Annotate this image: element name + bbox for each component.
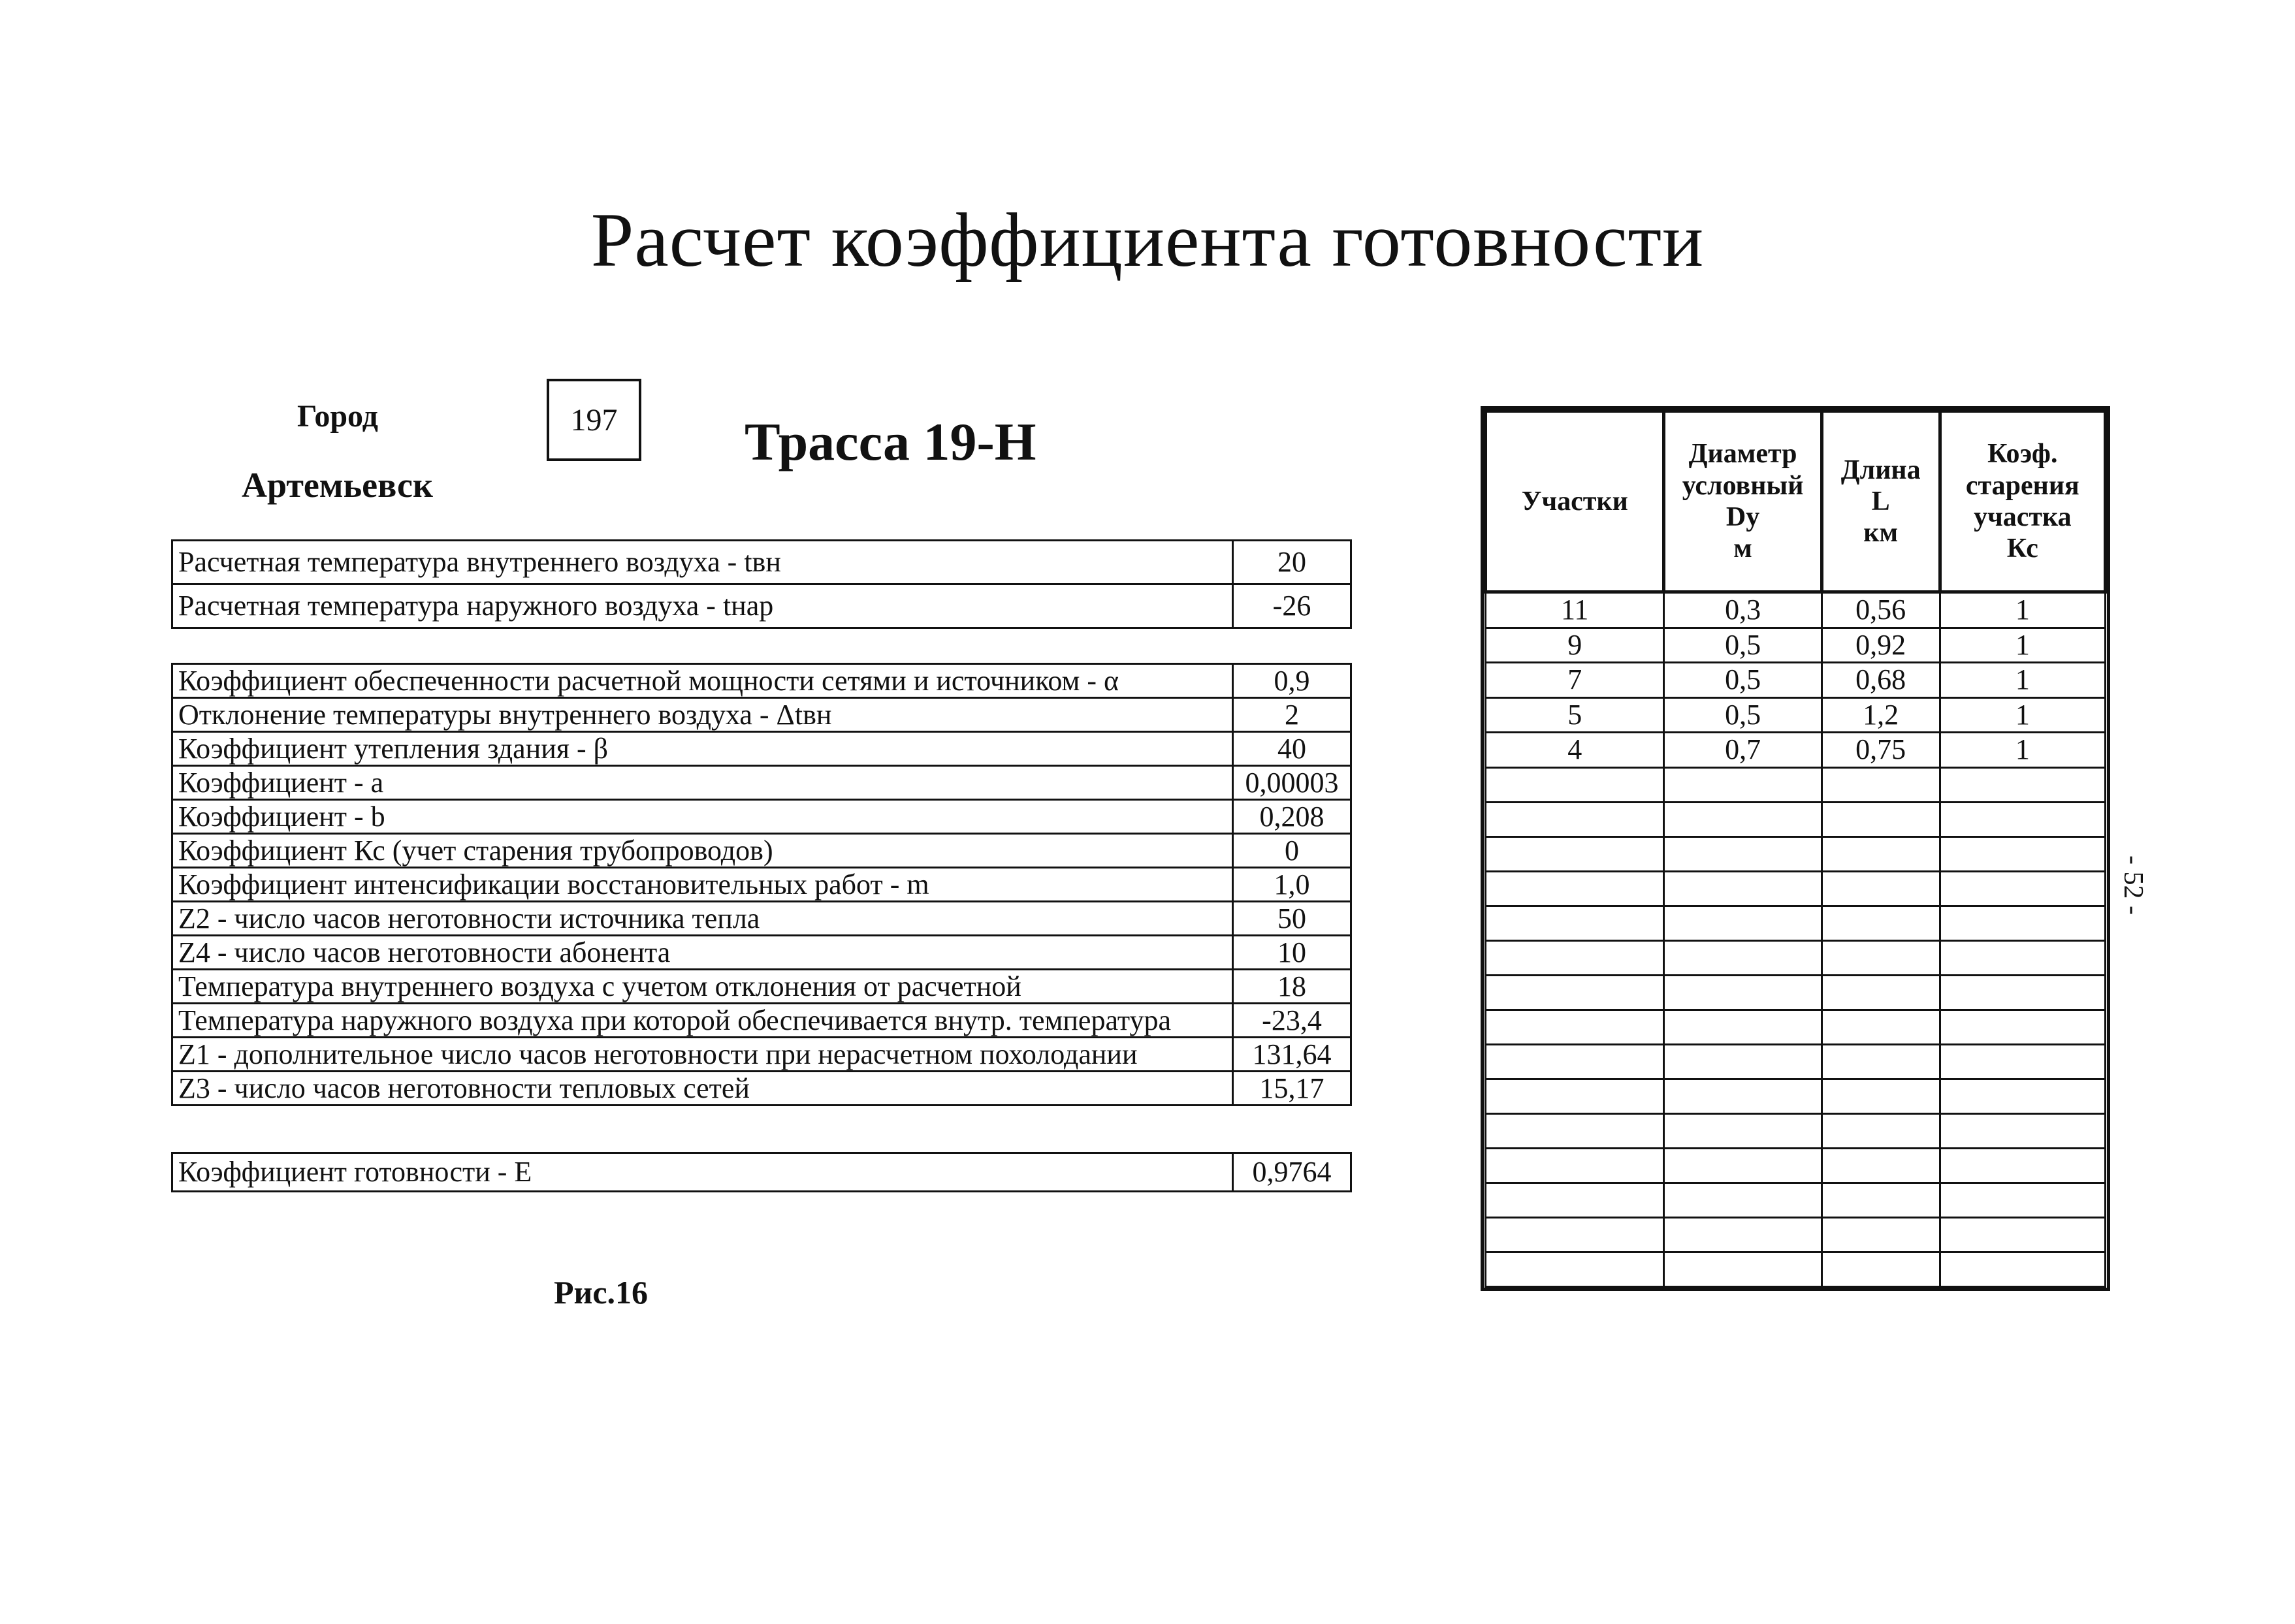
param-value: 18 (1233, 970, 1351, 1004)
aging-coef-cell (1940, 1044, 2105, 1079)
aging-coef-cell: 1 (1940, 592, 2105, 628)
readiness-table (171, 1152, 1352, 1192)
length-cell (1822, 1217, 1940, 1252)
diameter-cell (1664, 836, 1822, 871)
table-row (172, 1153, 1351, 1192)
param-value: 2 (1233, 698, 1351, 732)
aging-coef-cell (1940, 1079, 2105, 1113)
table-row (1486, 1252, 2106, 1286)
table-row (1486, 836, 2106, 871)
aging-coef-cell (1940, 836, 2105, 871)
sections-table-body (1486, 592, 2106, 1287)
param-value: 10 (1233, 936, 1351, 970)
table-header-row (1486, 411, 2106, 592)
diameter-cell: 0,5 (1664, 663, 1822, 698)
aging-coef-cell (1940, 1113, 2105, 1148)
aging-coef-cell: 1 (1940, 733, 2105, 768)
param-value: 0,208 (1233, 800, 1351, 834)
diameter-cell (1664, 1044, 1822, 1079)
section-cell (1486, 1183, 1664, 1217)
table-row (1486, 1183, 2106, 1217)
section-cell (1486, 975, 1664, 1010)
diameter-cell (1664, 1252, 1822, 1286)
param-label: Z1 - дополнительное число часов неготовности при нерасчетном похолодании (172, 1038, 1233, 1072)
length-cell (1822, 802, 1940, 836)
length-cell (1822, 767, 1940, 802)
column-header-diameter: Диаметр условный Dy м (1664, 411, 1822, 592)
length-cell: 0,56 (1822, 592, 1940, 628)
figure-caption: Рис.16 (554, 1274, 649, 1311)
param-value: 40 (1233, 732, 1351, 766)
diameter-cell (1664, 940, 1822, 975)
table-row (1486, 663, 2106, 698)
param-value: 50 (1233, 902, 1351, 936)
section-cell (1486, 1044, 1664, 1079)
diameter-cell (1664, 1217, 1822, 1252)
table-row (1486, 1079, 2106, 1113)
param-value: -26 (1233, 584, 1351, 628)
column-header-length: Длина L км (1822, 411, 1940, 592)
table-row (172, 664, 1351, 698)
table-row (1486, 1113, 2106, 1148)
table-row (1486, 767, 2106, 802)
table-row (1486, 871, 2106, 906)
table-row (172, 800, 1351, 834)
readiness-value: 0,9764 (1233, 1153, 1351, 1192)
table-row (172, 698, 1351, 732)
section-cell (1486, 767, 1664, 802)
table-row (172, 902, 1351, 936)
diameter-cell (1664, 906, 1822, 940)
param-label: Температура внутреннего воздуха с учетом отклонения от расчетной (172, 970, 1233, 1004)
param-label: Z2 - число часов неготовности источника тепла (172, 902, 1233, 936)
aging-coef-cell: 1 (1940, 663, 2105, 698)
aging-coef-cell (1940, 1252, 2105, 1286)
param-label: Z3 - число часов неготовности тепловых сетей (172, 1072, 1233, 1106)
section-cell (1486, 1010, 1664, 1044)
length-cell (1822, 1010, 1940, 1044)
param-label: Расчетная температура наружного воздуха - tнар (172, 584, 1233, 628)
diameter-cell: 0,5 (1664, 697, 1822, 733)
param-value: 0 (1233, 834, 1351, 868)
diameter-cell (1664, 1079, 1822, 1113)
section-cell (1486, 802, 1664, 836)
table-row (1486, 1217, 2106, 1252)
length-cell (1822, 836, 1940, 871)
aging-coef-cell: 1 (1940, 628, 2105, 663)
table-row (172, 732, 1351, 766)
aging-coef-cell (1940, 1148, 2105, 1183)
city-code-box: 197 (547, 379, 641, 461)
table-row (172, 1004, 1351, 1038)
length-cell (1822, 1148, 1940, 1183)
param-value: 20 (1233, 541, 1351, 584)
table-row (1486, 628, 2106, 663)
section-cell (1486, 1252, 1664, 1286)
table-row (1486, 906, 2106, 940)
column-header-sections: Участки (1486, 411, 1664, 592)
section-cell (1486, 1148, 1664, 1183)
section-cell (1486, 940, 1664, 975)
length-cell: 0,75 (1822, 733, 1940, 768)
column-header-aging-coef: Коэф. старения участка Кс (1940, 411, 2105, 592)
section-cell (1486, 1079, 1664, 1113)
table-row (1486, 592, 2106, 628)
param-value: 131,64 (1233, 1038, 1351, 1072)
page-title: Расчет коэффициента готовности (590, 197, 1705, 283)
diameter-cell (1664, 1148, 1822, 1183)
length-cell (1822, 1044, 1940, 1079)
route-title: Трасса 19-Н (745, 412, 1036, 471)
section-cell: 9 (1486, 628, 1664, 663)
sections-table (1484, 409, 2107, 1288)
param-label: Z4 - число часов неготовности абонента (172, 936, 1233, 970)
length-cell (1822, 1113, 1940, 1148)
length-cell (1822, 906, 1940, 940)
section-cell (1486, 1113, 1664, 1148)
section-cell (1486, 1217, 1664, 1252)
section-cell: 4 (1486, 733, 1664, 768)
diameter-cell (1664, 975, 1822, 1010)
length-cell (1822, 975, 1940, 1010)
diameter-cell (1664, 767, 1822, 802)
length-cell (1822, 1079, 1940, 1113)
param-label: Температура наружного воздуха при которой обеспечивается внутр. температура (172, 1004, 1233, 1038)
aging-coef-cell (1940, 1217, 2105, 1252)
aging-coef-cell (1940, 940, 2105, 975)
param-value: 15,17 (1233, 1072, 1351, 1106)
aging-coef-cell (1940, 1010, 2105, 1044)
param-value: 0,00003 (1233, 766, 1351, 800)
table-row (172, 584, 1351, 628)
table-row (172, 936, 1351, 970)
diameter-cell (1664, 1010, 1822, 1044)
param-label: Расчетная температура внутреннего воздуха - tвн (172, 541, 1233, 584)
section-cell: 11 (1486, 592, 1664, 628)
aging-coef-cell (1940, 802, 2105, 836)
param-label: Отклонение температуры внутреннего воздуха - Δtвн (172, 698, 1233, 732)
param-value: 1,0 (1233, 868, 1351, 902)
length-cell: 1,2 (1822, 697, 1940, 733)
length-cell (1822, 940, 1940, 975)
diameter-cell: 0,5 (1664, 628, 1822, 663)
diameter-cell: 0,3 (1664, 592, 1822, 628)
table-row (172, 541, 1351, 584)
diameter-cell (1664, 1113, 1822, 1148)
section-cell: 5 (1486, 697, 1664, 733)
table-row (1486, 940, 2106, 975)
table-row (1486, 1010, 2106, 1044)
coefficients-table (171, 663, 1352, 1106)
length-cell: 0,68 (1822, 663, 1940, 698)
city-label: Город (297, 399, 378, 434)
param-label: Коэффициент - b (172, 800, 1233, 834)
table-row (172, 868, 1351, 902)
diameter-cell (1664, 871, 1822, 906)
param-label: Коэффициент утепления здания - β (172, 732, 1233, 766)
table-row (1486, 697, 2106, 733)
table-row (172, 1072, 1351, 1106)
aging-coef-cell (1940, 767, 2105, 802)
section-cell: 7 (1486, 663, 1664, 698)
aging-coef-cell (1940, 871, 2105, 906)
table-row (1486, 975, 2106, 1010)
table-row (172, 766, 1351, 800)
param-label: Коэффициент - a (172, 766, 1233, 800)
section-cell (1486, 836, 1664, 871)
table-row (1486, 733, 2106, 768)
length-cell (1822, 1252, 1940, 1286)
section-cell (1486, 906, 1664, 940)
diameter-cell: 0,7 (1664, 733, 1822, 768)
param-value: -23,4 (1233, 1004, 1351, 1038)
param-label: Коэффициент обеспеченности расчетной мощности сетями и источником - α (172, 664, 1233, 698)
diameter-cell (1664, 1183, 1822, 1217)
aging-coef-cell (1940, 1183, 2105, 1217)
table-row (172, 834, 1351, 868)
section-cell (1486, 871, 1664, 906)
length-cell (1822, 1183, 1940, 1217)
design-temperatures-table (171, 539, 1352, 629)
aging-coef-cell: 1 (1940, 697, 2105, 733)
table-row (1486, 802, 2106, 836)
readiness-label: Коэффициент готовности - Е (172, 1153, 1233, 1192)
param-label: Коэффициент Кс (учет старения трубопроводов) (172, 834, 1233, 868)
table-row (1486, 1044, 2106, 1079)
length-cell (1822, 871, 1940, 906)
table-row (172, 1038, 1351, 1072)
diameter-cell (1664, 802, 1822, 836)
param-value: 0,9 (1233, 664, 1351, 698)
param-label: Коэффициент интенсификации восстановительных работ - m (172, 868, 1233, 902)
table-row (172, 970, 1351, 1004)
city-name: Артемьевск (242, 466, 434, 505)
aging-coef-cell (1940, 906, 2105, 940)
aging-coef-cell (1940, 975, 2105, 1010)
page-number: - 52 - (2118, 855, 2148, 915)
length-cell: 0,92 (1822, 628, 1940, 663)
table-row (1486, 1148, 2106, 1183)
